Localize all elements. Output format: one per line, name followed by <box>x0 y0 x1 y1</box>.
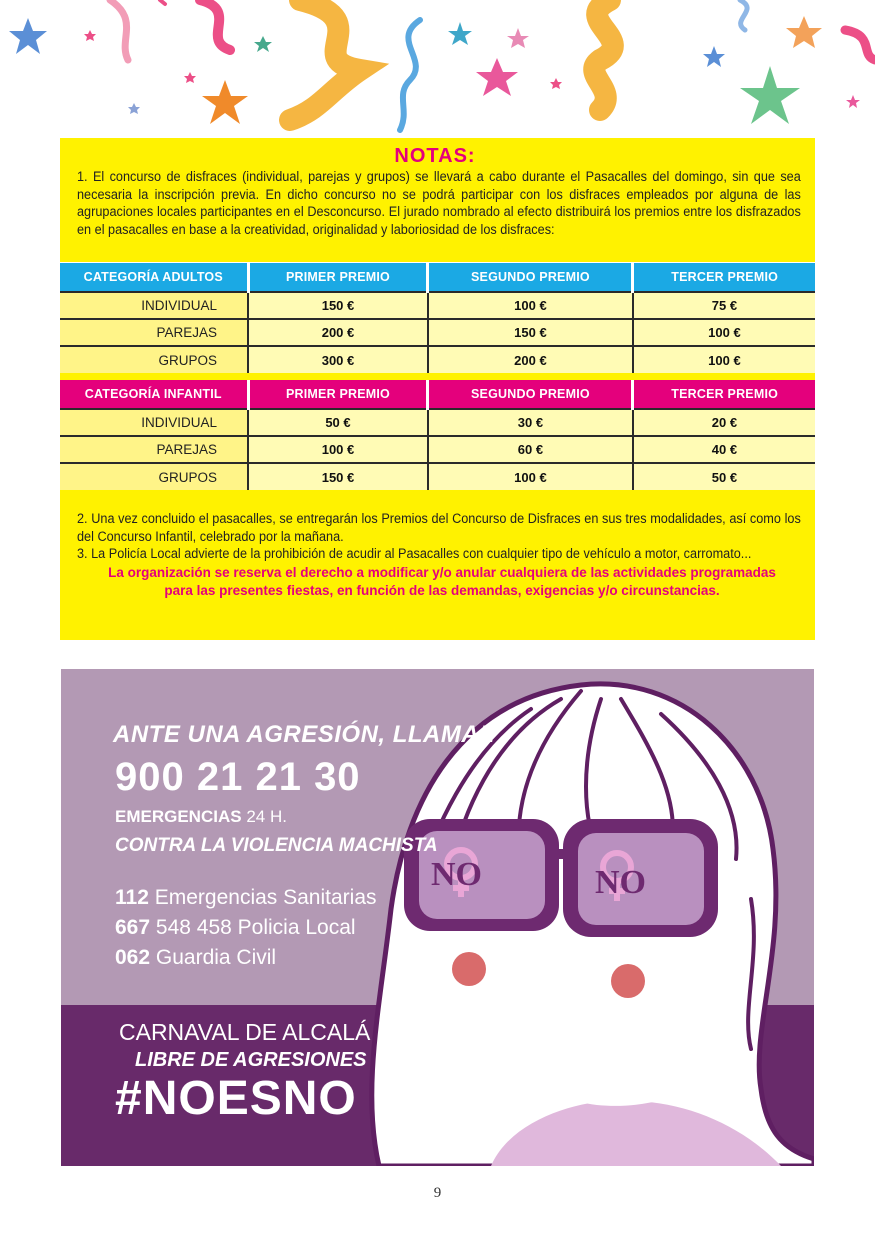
table-header: TERCER PREMIO <box>633 380 815 409</box>
star-icon <box>9 18 47 54</box>
table-row <box>60 436 815 463</box>
third-prize-cell: 75 € <box>633 292 815 319</box>
second-prize-cell: 30 € <box>428 409 633 436</box>
anti-aggression-poster <box>61 669 814 1166</box>
table-header: CATEGORÍA ADULTOS <box>60 263 248 292</box>
star-icon <box>740 66 800 124</box>
contact-line <box>115 946 276 970</box>
emergencias-label: EMERGENCIAS <box>115 807 242 826</box>
star-icon <box>448 22 472 45</box>
third-prize-cell: 100 € <box>633 346 815 373</box>
star-icon <box>786 16 822 48</box>
star-icon <box>84 30 96 41</box>
first-prize-cell: 300 € <box>248 346 428 373</box>
star-icon <box>846 95 860 108</box>
table-row <box>60 346 815 373</box>
notes-top-panel <box>60 138 815 262</box>
note-item-1: 1. El concurso de disfraces (individual, parejas y grupos) se llevará a cabo durante el Pasacalles del domingo, sin que sea necesaria la inscripción previa. En dicho concurso no se podrá participar con los disfraces empleados por alguna de las agrupaciones locales participantes en el Desconcurso. El jurado nombrado al efecto distribuirá los premios entre los disfrazados en el pasacalles en base a la creatividad, originalidad y laboriosidad de los disfraces: <box>77 169 801 237</box>
third-prize-cell: 50 € <box>633 463 815 490</box>
contact-label: Emergencias Sanitarias <box>154 886 377 909</box>
category-cell: GRUPOS <box>60 463 248 490</box>
poster-emergencias <box>115 807 287 827</box>
table-header-row <box>60 380 815 409</box>
table-header-row <box>60 263 815 292</box>
contact-label: 548 458 Policia Local <box>155 916 356 939</box>
poster-hashtag: #NOESNO <box>115 1072 357 1125</box>
star-icon <box>507 28 529 48</box>
adults-prize-table <box>60 263 815 373</box>
category-cell: GRUPOS <box>60 346 248 373</box>
notes-bottom-panel <box>60 490 815 640</box>
star-icon <box>703 46 725 67</box>
third-prize-cell: 40 € <box>633 436 815 463</box>
table-header: TERCER PREMIO <box>633 263 815 292</box>
star-icon <box>550 78 562 89</box>
glasses-text-left: NO <box>431 856 482 893</box>
second-prize-cell: 100 € <box>428 463 633 490</box>
star-icon <box>476 58 518 96</box>
warning-line: La organización se reserva el derecho a modificar y/o anular cualquiera de las actividades programadas <box>108 564 776 580</box>
children-prize-table <box>60 380 815 490</box>
contact-number: 062 <box>115 946 151 969</box>
table-row <box>60 319 815 346</box>
table-header: PRIMER PREMIO <box>248 263 428 292</box>
emergencias-hours: 24 H. <box>246 807 287 826</box>
category-cell: INDIVIDUAL <box>60 409 248 436</box>
first-prize-cell: 150 € <box>248 463 428 490</box>
poster-phone-number: 900 21 21 30 <box>115 755 361 799</box>
category-cell: PAREJAS <box>60 436 248 463</box>
table-row <box>60 409 815 436</box>
first-prize-cell: 150 € <box>248 292 428 319</box>
cheek <box>611 964 645 998</box>
note-item-2: 2. Una vez concluido el pasacalles, se entregarán los Premios del Concurso de Disfraces en sus tres modalidades, así como los del Concurso Infantil, celebrado por la mañana. <box>77 511 801 544</box>
second-prize-cell: 60 € <box>428 436 633 463</box>
star-icon <box>202 80 248 124</box>
second-prize-cell: 150 € <box>428 319 633 346</box>
first-prize-cell: 50 € <box>248 409 428 436</box>
table-header: PRIMER PREMIO <box>248 380 428 409</box>
contact-number: 667 <box>115 916 151 939</box>
third-prize-cell: 100 € <box>633 319 815 346</box>
category-cell: PAREJAS <box>60 319 248 346</box>
first-prize-cell: 100 € <box>248 436 428 463</box>
cheek <box>452 952 486 986</box>
first-prize-cell: 200 € <box>248 319 428 346</box>
organization-warning <box>77 564 807 600</box>
table-row <box>60 292 815 319</box>
warning-line: para las presentes fiestas, en función de las demandas, exigencias y/o circunstancias. <box>164 582 720 598</box>
contact-line <box>115 916 356 940</box>
table-header: SEGUNDO PREMIO <box>428 380 633 409</box>
confetti-decoration <box>0 0 875 140</box>
contact-number: 112 <box>115 886 149 909</box>
second-prize-cell: 200 € <box>428 346 633 373</box>
note-item-3: 3. La Policía Local advierte de la prohibición de acudir al Pasacalles con cualquier tipo de vehículo a motor, carromato... <box>77 546 752 561</box>
contact-label: Guardia Civil <box>155 946 277 969</box>
notes-title: NOTAS: <box>394 145 476 167</box>
category-cell: INDIVIDUAL <box>60 292 248 319</box>
second-prize-cell: 100 € <box>428 292 633 319</box>
table-header: SEGUNDO PREMIO <box>428 263 633 292</box>
star-icon <box>254 36 272 52</box>
contact-line <box>115 886 377 910</box>
page-number: 9 <box>433 1185 442 1201</box>
poster-carnaval-title: CARNAVAL DE ALCALÁ <box>119 1019 371 1045</box>
table-row <box>60 463 815 490</box>
third-prize-cell: 20 € <box>633 409 815 436</box>
poster-call-title: ANTE UNA AGRESIÓN, LLAMA!! <box>113 721 497 748</box>
star-icon <box>128 103 140 114</box>
glasses-text-right: NO <box>595 864 646 901</box>
table-separator <box>60 373 815 380</box>
table-header: CATEGORÍA INFANTIL <box>60 380 248 409</box>
star-icon <box>184 72 196 83</box>
poster-against-violence: CONTRA LA VIOLENCIA MACHISTA <box>115 835 438 856</box>
poster-libre-subtitle: LIBRE DE AGRESIONES <box>135 1049 367 1071</box>
